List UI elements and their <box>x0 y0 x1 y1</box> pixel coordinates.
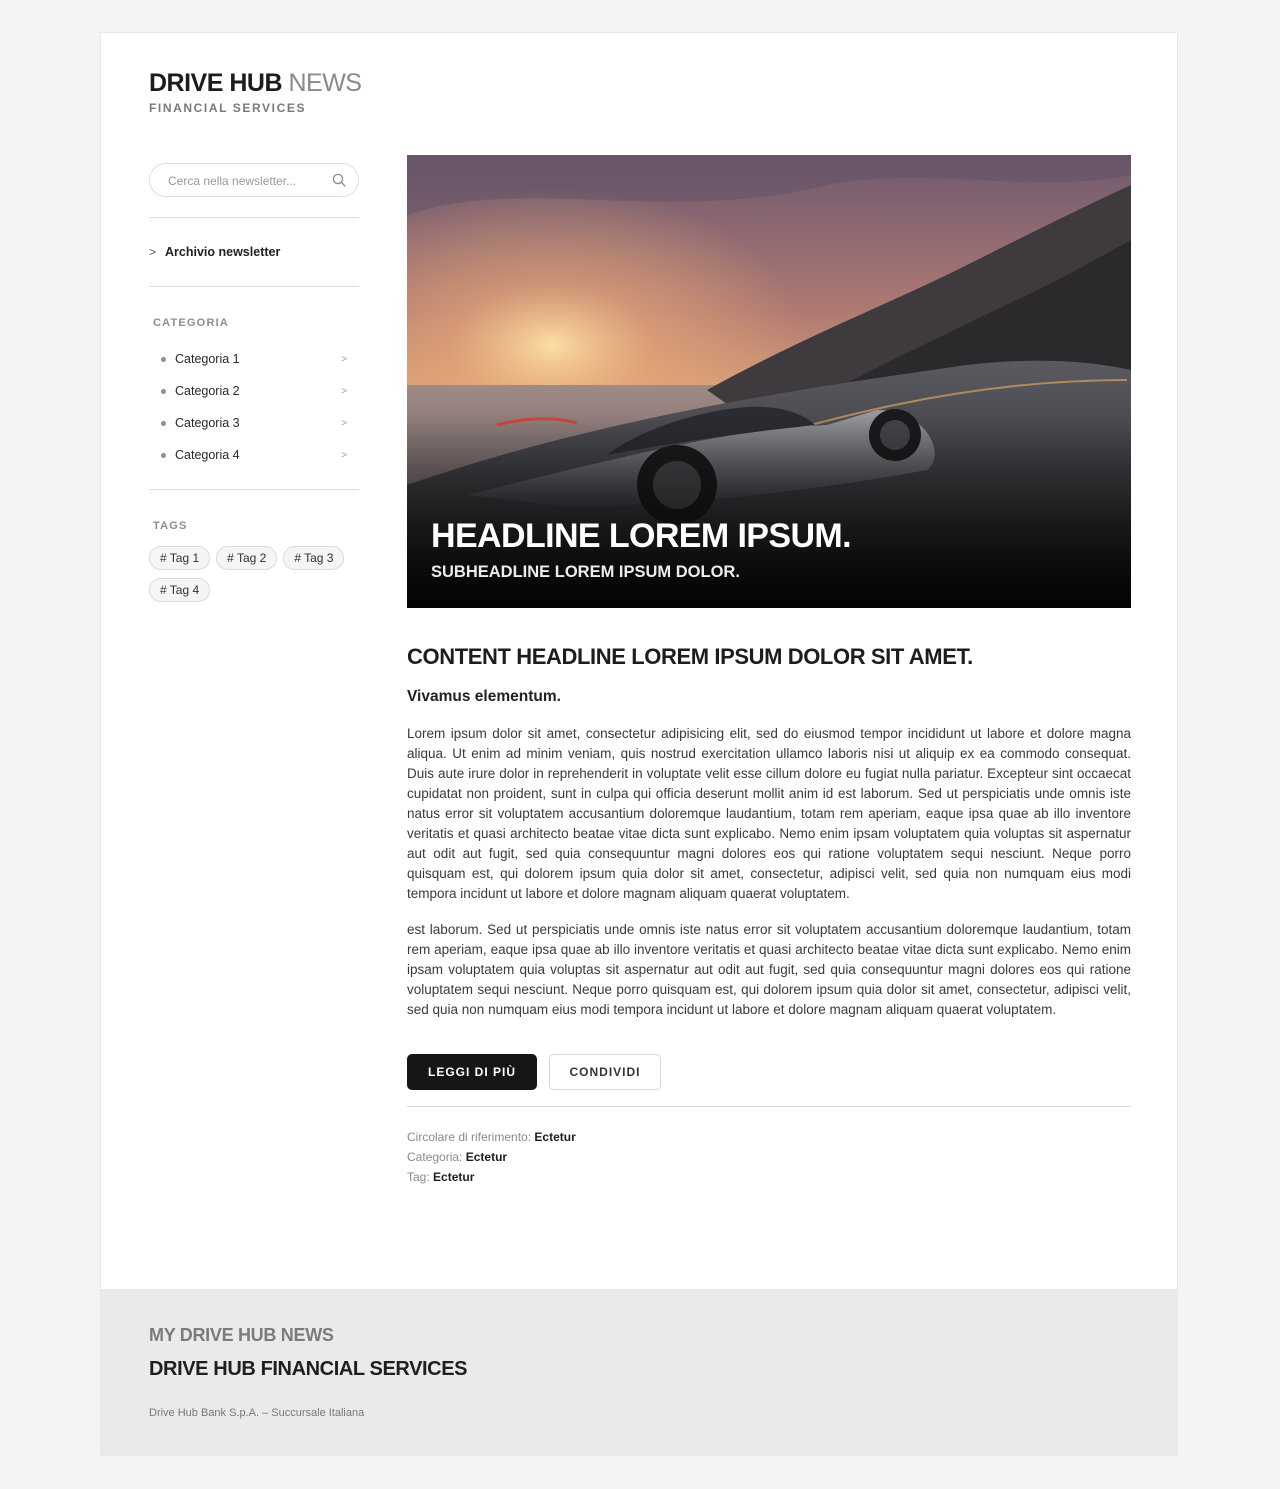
meta-value[interactable]: Ectetur <box>534 1130 576 1144</box>
content-headline: CONTENT HEADLINE LOREM IPSUM DOLOR SIT AMET. <box>407 644 973 669</box>
brand-name: DRIVE HUB <box>149 69 283 97</box>
chevron-right-icon: > <box>149 245 157 259</box>
tag-list <box>149 546 359 602</box>
footer-brand: MY DRIVE HUB NEWS <box>149 1325 334 1345</box>
meta-value[interactable]: Ectetur <box>433 1170 475 1184</box>
tag-chip-3[interactable]: # Tag 3 <box>283 546 344 570</box>
chevron-right-icon: > <box>341 385 347 397</box>
action-buttons <box>407 1054 1131 1090</box>
bullet-icon <box>161 389 166 394</box>
brand-news: NEWS <box>288 69 362 97</box>
meta-row-categoria <box>407 1147 1131 1167</box>
search-input[interactable] <box>166 164 330 198</box>
category-item-2[interactable] <box>149 375 359 407</box>
category-item-3[interactable] <box>149 407 359 439</box>
meta-row-circolare <box>407 1127 1131 1147</box>
share-button[interactable]: CONDIVIDI <box>549 1054 661 1090</box>
divider <box>149 286 359 287</box>
meta-row-tag <box>407 1167 1131 1187</box>
article-paragraph-1: Lorem ipsum dolor sit amet, consectetur adipisicing elit, sed do eiusmod tempor incididunt ut labore et dolore magna aliqua. Ut enim ad minim veniam, quis nostrud exercitation ullamco laboris nisi ut aliquip ex ea commodo consequat. Duis aute irure dolor in reprehenderit in voluptate velit esse cillum dolore eu fugiat nulla pariatur. Excepteur sint occaecat cupidatat non proident, sunt in culpa qui officia deserunt mollit anim id est laborum. Sed ut perspiciatis unde omnis iste natus error sit voluptatem accusantium doloremque laudantium, totam rem aperiam, eaque ipsa quae ab illo inventore veritatis et quasi architecto beatae vitae dicta sunt explicabo. Nemo enim ipsam voluptatem quia voluptas sit aspernatur aut odit aut fugit, sed quia consequuntur magni dolores eos qui ratione voluptatem sequi nesciunt. Neque porro quisquam est, qui dolorem ipsum quia dolor sit amet, consectetur, adipisci velit, sed quia non numquam eius modi tempora incidunt ut labore et dolore magnam aliquam quaerat voluptatem. <box>407 726 1131 901</box>
bullet-icon <box>161 357 166 362</box>
read-more-button[interactable]: LEGGI DI PIÙ <box>407 1054 537 1090</box>
brand-logo[interactable] <box>149 69 361 115</box>
hero-caption <box>431 517 851 582</box>
meta-label: Categoria: <box>407 1150 463 1164</box>
brand-subtitle: FINANCIAL SERVICES <box>149 101 307 115</box>
tag-chip-2[interactable]: # Tag 2 <box>216 546 277 570</box>
tag-chip-1[interactable]: # Tag 1 <box>149 546 210 570</box>
meta-label: Tag: <box>407 1170 430 1184</box>
archive-label: Archivio newsletter <box>165 245 281 259</box>
bullet-icon <box>161 453 166 458</box>
hero-banner <box>407 155 1131 608</box>
category-title: CATEGORIA <box>153 317 229 329</box>
footer-title: DRIVE HUB FINANCIAL SERVICES <box>149 1358 468 1380</box>
article-paragraph-2: est laborum. Sed ut perspiciatis unde omnis iste natus error sit voluptatem accusantium doloremque laudantium, totam rem aperiam, eaque ipsa quae ab illo inventore veritatis et quasi architecto beatae vitae dicta sunt explicabo. Nemo enim ipsam voluptatem quia voluptas sit aspernatur aut odit aut fugit, sed quia consequuntur magni dolores eos qui ratione voluptatem sequi nesciunt. Neque porro quisquam est, qui dolorem ipsum quia dolor sit amet, consectetur, adipisci velit, sed quia non numquam eius modi tempora incidunt ut labore et dolore magnam aliquam quaerat voluptatem. <box>407 922 1131 1017</box>
hero-headline: HEADLINE LOREM IPSUM. <box>431 517 851 555</box>
newsletter-card <box>100 32 1178 1456</box>
chevron-right-icon: > <box>341 353 347 365</box>
category-item-4[interactable] <box>149 439 359 471</box>
category-section <box>149 317 359 471</box>
category-list <box>149 343 359 471</box>
article <box>407 155 1131 1187</box>
meta-label: Circolare di riferimento: <box>407 1130 532 1144</box>
category-item-1[interactable] <box>149 343 359 375</box>
bullet-icon <box>161 421 166 426</box>
article-meta <box>407 1106 1131 1187</box>
tags-section <box>149 520 359 602</box>
sidebar <box>149 163 359 602</box>
category-label: Categoria 3 <box>175 416 240 430</box>
search-box <box>149 163 359 197</box>
archive-link[interactable] <box>149 218 359 286</box>
search-icon[interactable] <box>332 173 346 187</box>
category-label: Categoria 2 <box>175 384 240 398</box>
footer <box>101 1289 1177 1455</box>
chevron-right-icon: > <box>341 449 347 461</box>
hero-subheadline: SUBHEADLINE LOREM IPSUM DOLOR. <box>431 563 740 581</box>
category-label: Categoria 4 <box>175 448 240 462</box>
footer-legal: Drive Hub Bank S.p.A. – Succursale Italiana <box>149 1407 365 1419</box>
meta-value[interactable]: Ectetur <box>465 1150 508 1164</box>
category-label: Categoria 1 <box>175 352 240 366</box>
divider <box>149 489 359 490</box>
content-subheadline: Vivamus elementum. <box>407 688 561 705</box>
tag-chip-4[interactable]: # Tag 4 <box>149 578 210 602</box>
tags-title: TAGS <box>153 520 188 532</box>
chevron-right-icon: > <box>341 417 347 429</box>
